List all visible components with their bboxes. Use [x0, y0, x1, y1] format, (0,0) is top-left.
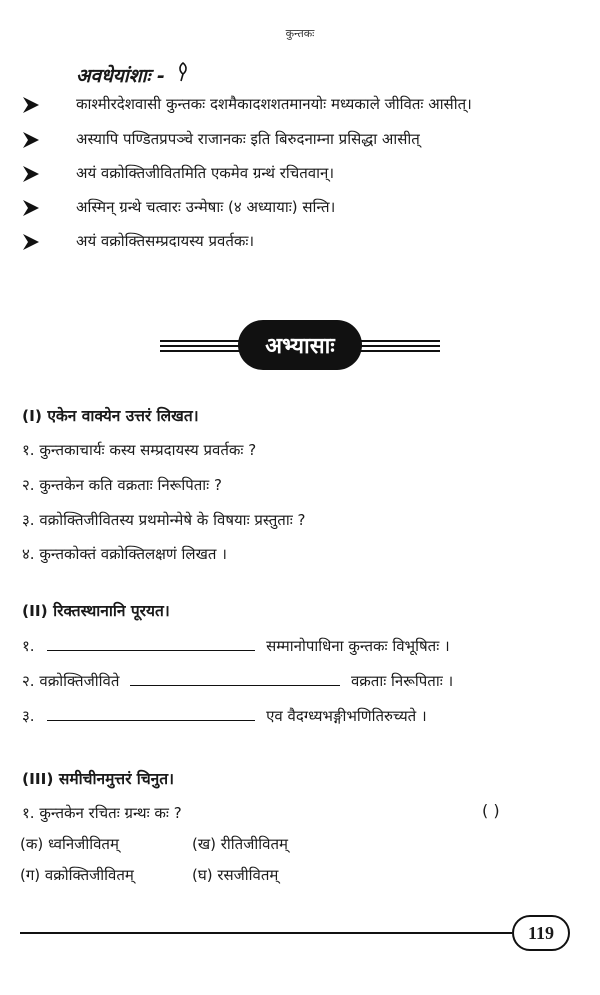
arrowhead-bullet-icon: [22, 131, 40, 153]
note-text: अस्यापि पण्डितप्रपञ्चे राजानकः इति बिरुदनाम्ना प्रसिद्धा आसीत्: [76, 130, 420, 148]
mcq-option[interactable]: (ग) वक्रोक्तिजीवितम्: [20, 866, 134, 884]
question-line: ४. कुन्तकोक्तं वक्रोक्तिलक्षणं लिखत ।: [22, 545, 227, 563]
mcq-option[interactable]: (ख) रीतिजीवितम्: [192, 835, 288, 853]
footer-rule: [20, 932, 512, 934]
note-text: अयं वक्रोक्तिसम्प्रदायस्य प्रवर्तकः।: [76, 232, 255, 250]
fill-blank-line: [22, 671, 453, 691]
fill-blank-line: [22, 706, 427, 726]
notes-title-text: अवधेयांशाः -: [76, 65, 165, 87]
answer-blank[interactable]: [47, 708, 255, 721]
answer-blank[interactable]: [47, 638, 255, 651]
note-text: अयं वक्रोक्तिजीवितमिति एकमेव ग्रन्थं रचितवान्।: [76, 164, 335, 182]
question-line: २. कुन्तकेन कति वक्रताः निरूपिताः ?: [22, 476, 222, 494]
note-item: [22, 129, 587, 155]
fill-blank-text: एव वैदग्ध्यभङ्गीभणितिरुच्यते ।: [266, 707, 427, 725]
mcq-option[interactable]: (क) ध्वनिजीवितम्: [20, 835, 119, 853]
notes-title: [76, 62, 190, 88]
answer-blank[interactable]: [130, 673, 340, 686]
mcq-option[interactable]: (घ) रसजीवितम्: [192, 866, 279, 884]
arrowhead-bullet-icon: [22, 199, 40, 221]
running-header: कुन्तकः: [285, 27, 315, 40]
question-line: ३. वक्रोक्तिजीवितस्य प्रथमोन्मेषे के विषयाः प्रस्तुताः ?: [22, 511, 306, 529]
note-item: [22, 94, 587, 120]
note-item: [22, 197, 587, 223]
mcq-question: १. कुन्तकेन रचितः ग्रन्थः कः ?: [22, 804, 182, 822]
question-line: १. कुन्तकाचार्यः कस्य सम्प्रदायस्य प्रवर्तकः ?: [22, 441, 257, 459]
note-text: अस्मिन् ग्रन्थे चत्वारः उन्मेषाः (४ अध्यायाः) सन्ति।: [76, 198, 336, 216]
exercises-badge: अभ्यासाः: [238, 320, 362, 370]
section-1-heading: (I) एकेन वाक्येन उत्तरं लिखत।: [22, 407, 199, 425]
fill-blank-text: सम्मानोपाधिना कुन्तकः विभूषितः ।: [266, 637, 450, 655]
question-number: ३.: [22, 707, 35, 725]
page-number: 119: [512, 915, 570, 951]
note-text: काश्मीरदेशवासी कुन्तकः दशमैकादशशतमानयोः मध्यकाले जीवितः आसीत्।: [76, 95, 472, 113]
note-item: [22, 163, 587, 189]
note-item: [22, 231, 587, 257]
arrowhead-bullet-icon: [22, 96, 40, 118]
question-number: २.: [22, 672, 35, 690]
section-2-heading: (II) रिक्तस्थानानि पूरयत।: [22, 602, 170, 620]
fill-blank-text: वक्रताः निरूपिताः ।: [350, 672, 454, 690]
arrowhead-bullet-icon: [22, 165, 40, 187]
question-number: १.: [22, 637, 35, 655]
exercises-banner: [160, 320, 440, 372]
arrowhead-bullet-icon: [22, 233, 40, 255]
fill-blank-line: [22, 636, 450, 656]
section-3-heading: (III) समीचीनमुत्तरं चिनुत।: [22, 770, 174, 788]
fill-blank-text: वक्रोक्तिजीविते: [39, 672, 120, 690]
answer-box[interactable]: ( ): [482, 801, 500, 820]
pen-icon: [176, 62, 190, 87]
